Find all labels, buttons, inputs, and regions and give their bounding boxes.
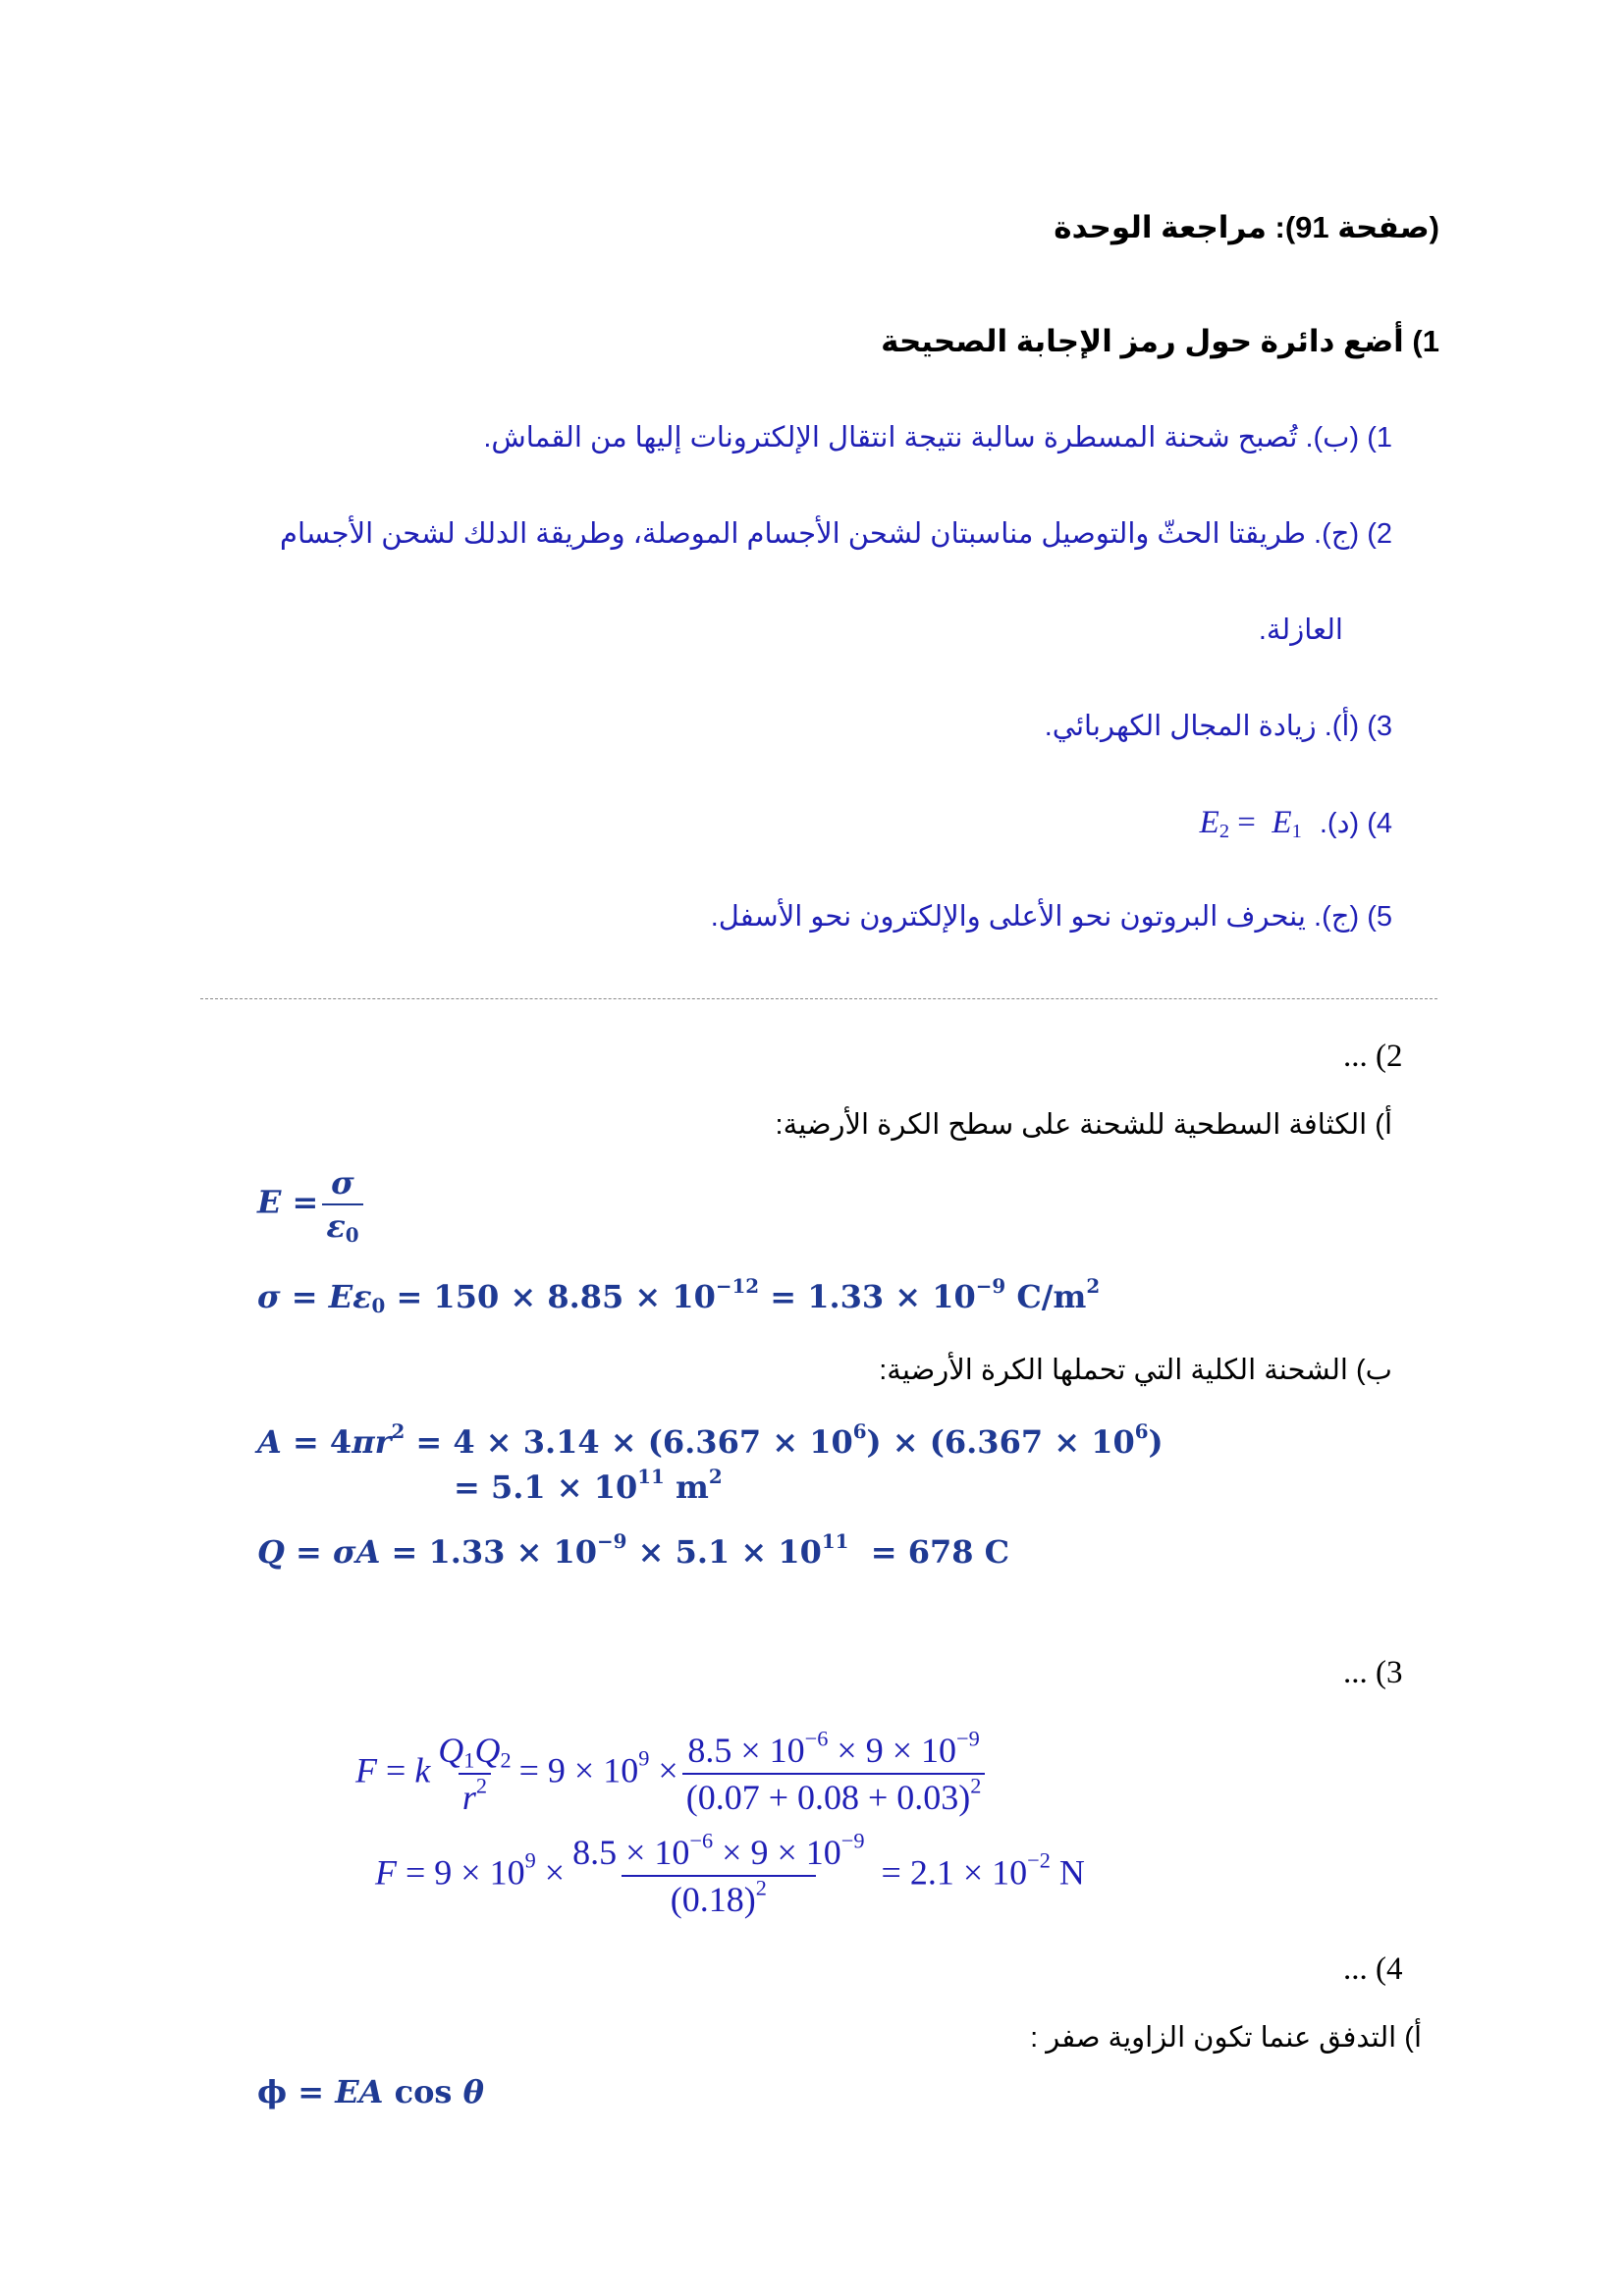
coulomb-num-exp-1: −6: [804, 1726, 829, 1751]
area-values: 4 × 3.14 × (6.367 × 10: [453, 1423, 853, 1461]
formula-area-line-2: = $5.1 \times 10^{11}$ $m^2$: [454, 1465, 723, 1506]
formula-coulomb-line-1: F = k $\frac{Q_1Q_2}{r^2}$ = $9 \times 10^9$ × $\frac{8.5 \times 10^{-6} \times 9 \times 10^{-9}}{(0.07 + 0.08 + 0.03)^2}$: [355, 1730, 989, 1818]
answer-1-3: 3) (أ). زيادة المجال الكهربائي.: [1044, 711, 1392, 742]
answer-1-2: 2) (ج). طريقتا الحثّ والتوصيل مناسبتان لشحن الأجسام الموصلة، وطريقة الدلك لشحن الأجسام: [279, 518, 1392, 550]
coulomb-denominator: (0.07 + 0.08 + 0.03): [685, 1778, 971, 1817]
charge-result: 678 C: [907, 1533, 1010, 1571]
coulomb-result-exp: −2: [1027, 1847, 1051, 1873]
charge-values-2: × 5.1 × 10: [637, 1533, 822, 1571]
sigma-values-exp: −12: [715, 1274, 760, 1299]
area-result: 5.1 × 10: [490, 1468, 638, 1506]
question-2-number: ... (2: [1343, 1039, 1403, 1074]
answer-1-4: [1200, 805, 1392, 841]
charge-values: 1.33 × 10: [428, 1533, 598, 1571]
formula-area-line-1: $A = 4\pi r^2 = 4 \times 3.14 \times (6.367 \times 10^6) \times (6.367 \times 10^6)$: [257, 1419, 1164, 1461]
question-1-title: 1) أضع دائرة حول رمز الإجابة الصحيحة: [881, 324, 1439, 358]
coulomb-numerator-b: × 9 × 10: [828, 1731, 957, 1770]
page-title: (صفحة 91): مراجعة الوحدة: [1054, 210, 1439, 244]
formula-sigma-calc: $\sigma = E\varepsilon_0 = 150 \times 8.85 \times 10^{-12} = 1.33 \times 10^{-9}$ $C/m^2$: [257, 1274, 1101, 1317]
answer-1-5: 5) (ج). ينحرف البروتون نحو الأعلى والإلكترون نحو الأسفل.: [710, 901, 1392, 933]
coulomb-result: 2.1 × 10: [909, 1852, 1028, 1893]
answer-1-4-equation: $E_2 = E_1$: [1199, 805, 1302, 843]
sigma-result: 1.33 × 10: [807, 1278, 976, 1315]
coulomb-result-unit: N: [1050, 1852, 1085, 1893]
answer-1-4-label: 4) (د).: [1319, 808, 1392, 839]
coulomb-denominator-2: (0.18): [670, 1880, 756, 1919]
question-4-part-a: أ) التدفق عنما تكون الزاوية صفر :: [1030, 2022, 1422, 2054]
sigma-unit: C/m: [1016, 1278, 1087, 1315]
formula-charge: $Q = \sigma A = 1.33 \times 10^{-9} \times 5.1 \times 10^{11} = 678$ C: [257, 1529, 1010, 1571]
question-2-part-a: أ) الكثافة السطحية للشحنة على سطح الكرة الأرضية:: [775, 1109, 1392, 1141]
formula-coulomb-line-2: $F = 9 \times 10^9$ × $\frac{8.5 \times 10^{-6} \times 9 \times 10^{-9}}{(0.18)^2}$ = $2.1 \times 10^{-2}$ N: [375, 1828, 1085, 1919]
coulomb-const-exp: 9: [638, 1745, 650, 1771]
answer-1-2-cont: العازلة.: [1258, 614, 1343, 646]
question-3-number: ... (3: [1343, 1655, 1403, 1690]
sigma-values: 150 × 8.85 × 10: [433, 1278, 716, 1315]
answer-1-1: 1) (ب). تُصبح شحنة المسطرة سالبة نتيجة انتقال الإلكترونات إليها من القماش.: [483, 422, 1392, 454]
question-4-number: ... (4: [1343, 1951, 1403, 1987]
coulomb-numerator: 8.5 × 10: [687, 1731, 805, 1770]
sigma-result-exp: −9: [975, 1274, 1006, 1299]
formula-flux: ϕ = EA cos θ: [257, 2073, 484, 2110]
area-unit: m: [675, 1468, 709, 1506]
coulomb-num-exp-2: −9: [956, 1726, 980, 1751]
section-divider: [200, 998, 1437, 999]
coulomb-const: 9 × 10: [547, 1750, 639, 1790]
formula-field-sigma: E = $\frac{\sigma}{\varepsilon_0}$: [257, 1164, 367, 1245]
area-result-exp: 11: [637, 1465, 665, 1489]
question-2-part-b: ب) الشحنة الكلية التي تحملها الكرة الأرضية:: [879, 1355, 1392, 1386]
